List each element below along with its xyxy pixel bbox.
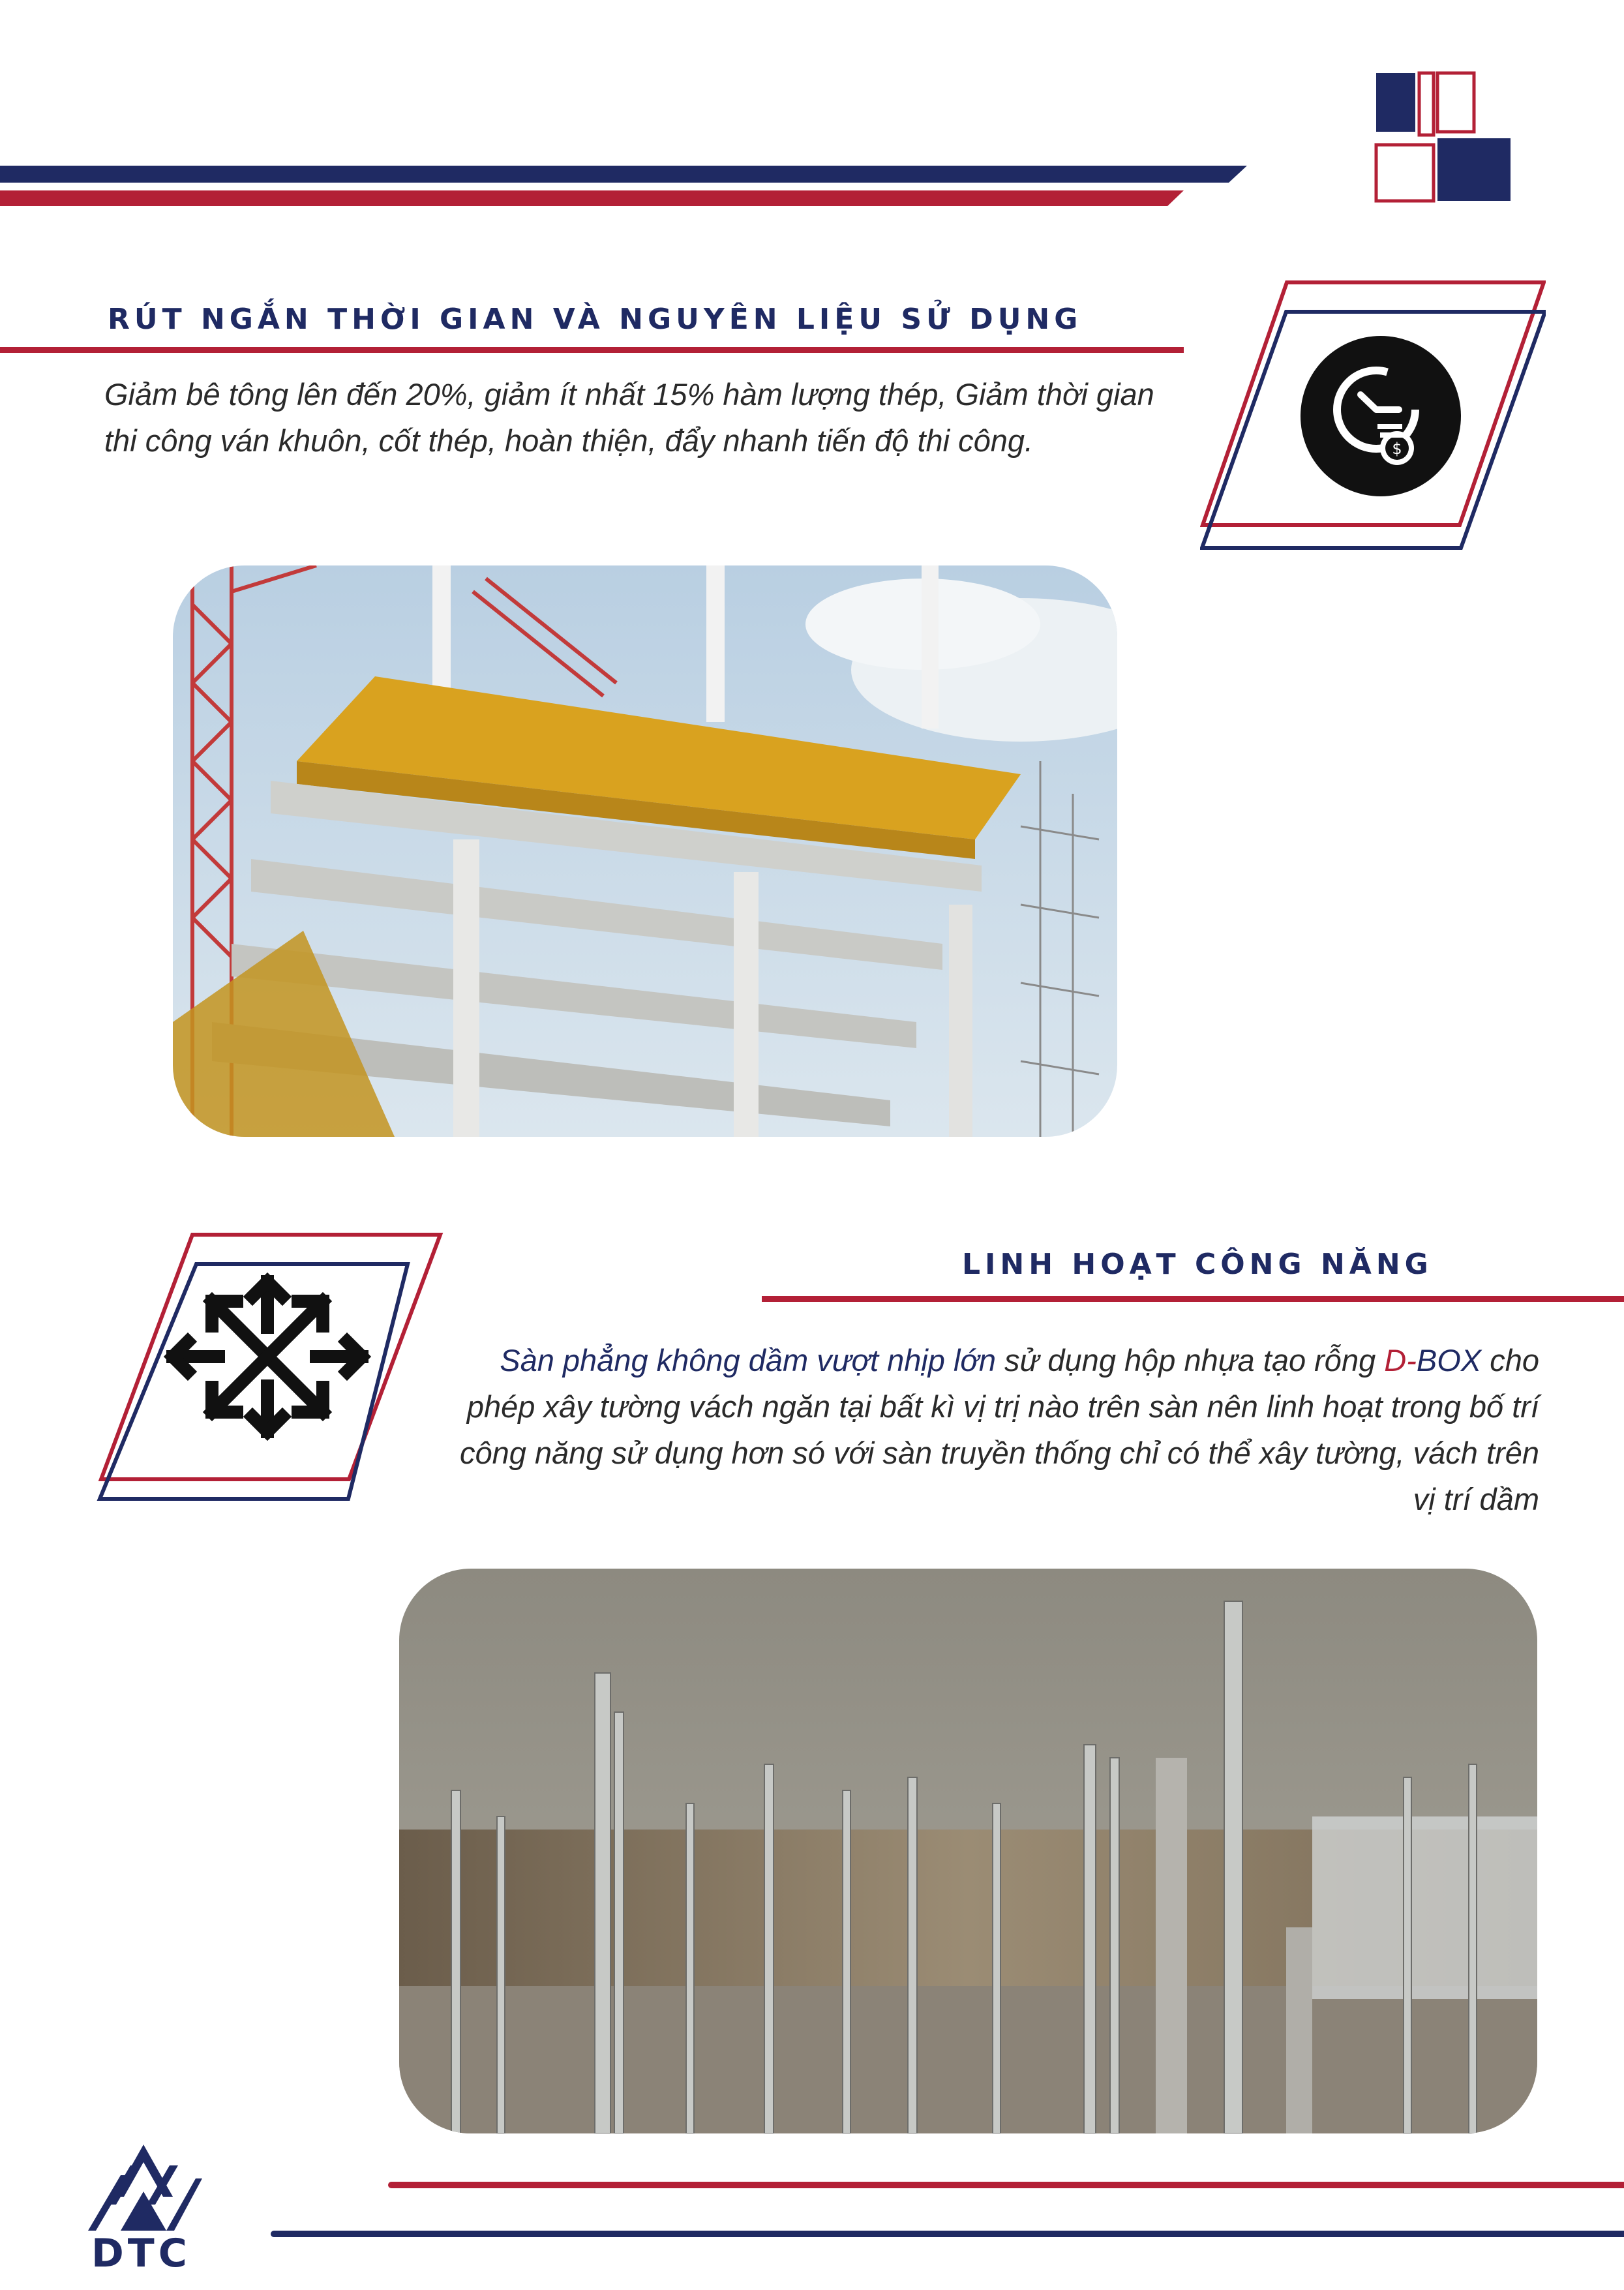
section2-body-emphasis: Sàn phẳng không dầm vượt nhịp lớn (500, 1343, 996, 1378)
slab-shoring-photo (399, 1569, 1537, 2133)
section1-body: Giảm bê tông lên đến 20%, giảm ít nhất 15% hàm lượng thép, Giảm thời gian thi công ván khuôn, cốt thép, hoàn thiện, đẩy nhanh tiến độ thi công. (104, 377, 1154, 458)
section2-icon-frame (95, 1229, 450, 1503)
arrows-expand-icon (173, 1282, 362, 1432)
section2-heading: LINH HOẠT CÔNG NĂNG (962, 1248, 1433, 1281)
section1-heading: RÚT NGẮN THỜI GIAN VÀ NGUYÊN LIỆU SỬ DỤNG (108, 303, 1083, 336)
brand-mark-icon (1370, 68, 1516, 211)
footer-lines (261, 2178, 1624, 2257)
svg-text:$: $ (1392, 440, 1402, 458)
brand-box: BOX (1416, 1343, 1482, 1378)
section2-body-rest: cho phép xây tường vách ngăn tại bất kì vị trị nào trên sàn nên linh hoạt trong bố trí công năng sử dụng hơn só với sàn truyền thống chỉ có thể xây tường, vách trên vị trí dầm (459, 1343, 1539, 1516)
clock-money-icon (1301, 336, 1461, 496)
brand-d: D (1384, 1343, 1407, 1378)
section1-icon-frame (1200, 277, 1546, 551)
brand-dash: - (1406, 1343, 1417, 1378)
footer-logo-text: DTC (91, 2231, 191, 2276)
section1-heading-underline (0, 347, 1184, 353)
section2-heading-underline (762, 1296, 1624, 1302)
building-formwork-photo (173, 565, 1117, 1137)
section2-body-mid: sử dụng hộp nhựa tạo rỗng (996, 1343, 1385, 1378)
header-stripes (0, 163, 1252, 212)
section2-body (457, 1337, 1539, 1522)
